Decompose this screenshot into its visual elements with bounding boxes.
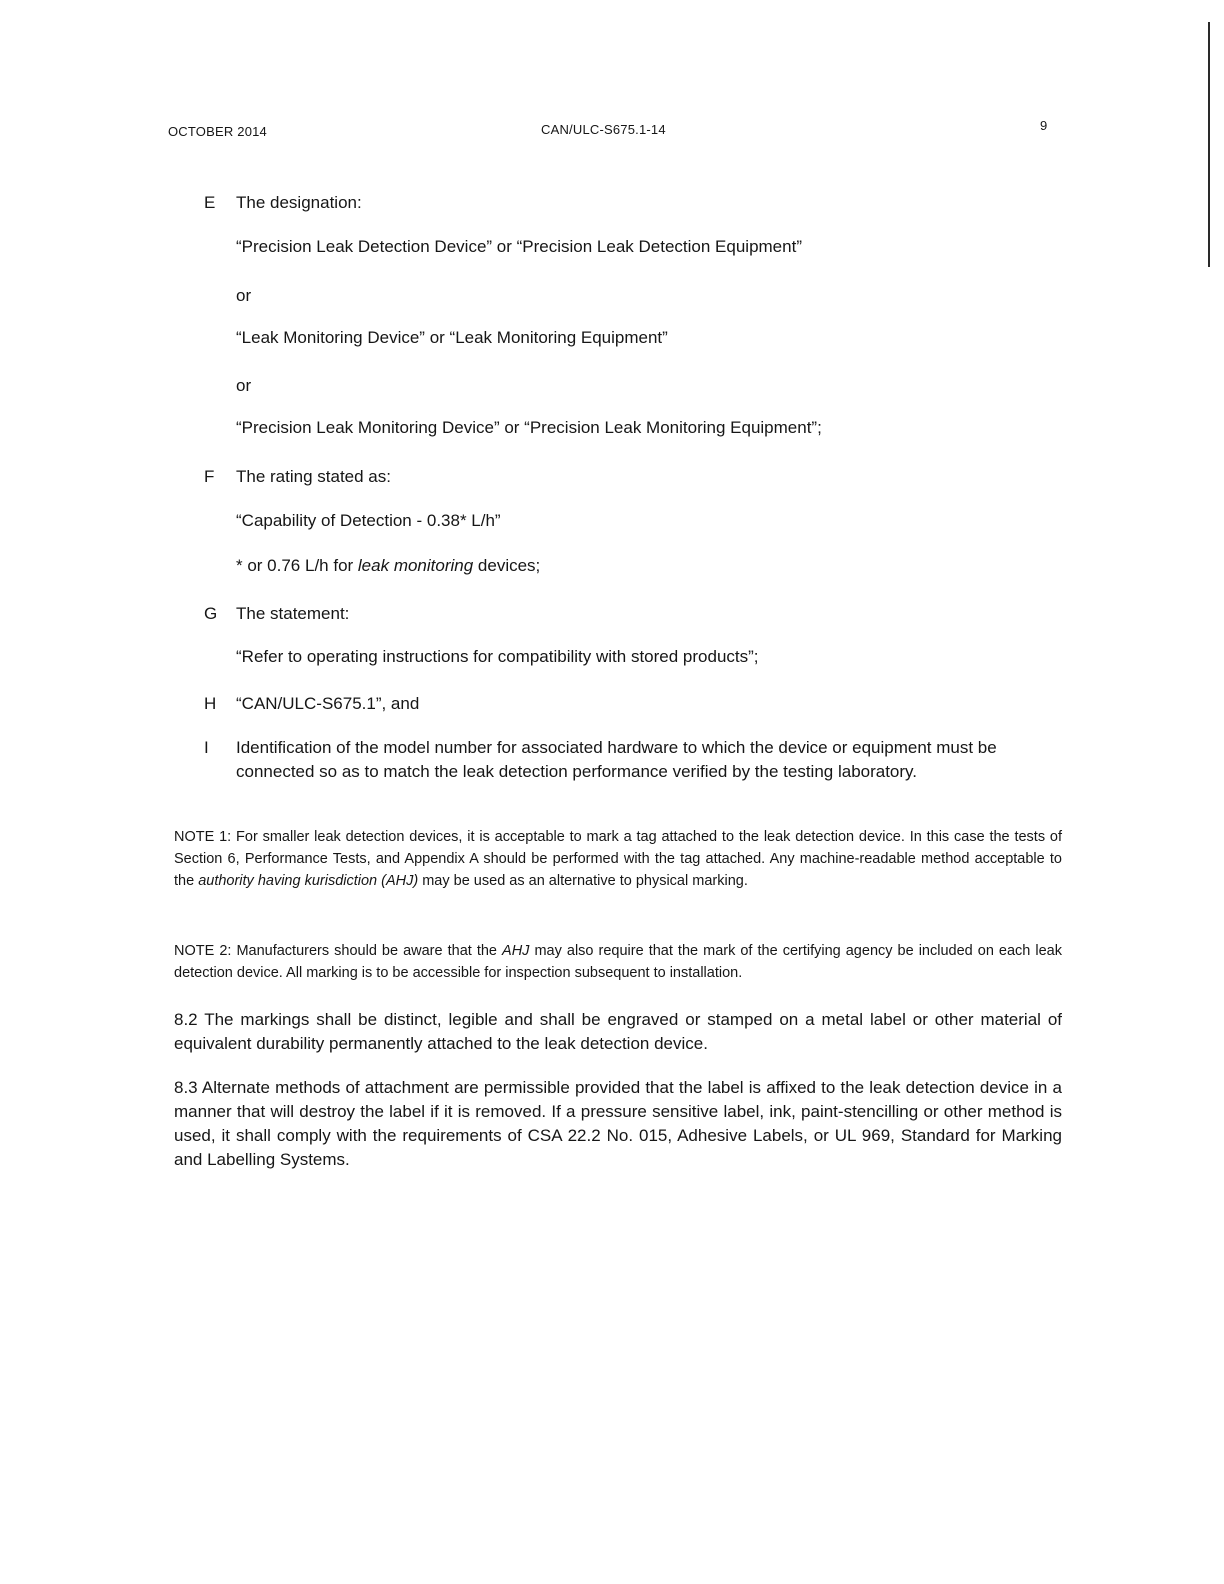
note-1-text: NOTE 1: For smaller leak detection devices, it is acceptable to mark a tag attached to the leak detection device. In this case the tests of Section 6, Performance Tests, and Appendix A should be performed with the tag attached. Any machine-readable method acceptable to the [174,829,1062,889]
item-letter: I [204,738,209,757]
note-1-italic: authority having kurisdiction (AHJ) [198,873,419,889]
item-letter: F [204,467,215,486]
paragraph-8-2: 8.2 The markings shall be distinct, legible and shall be engraved or stamped on a metal label or other material of equivalent durability permanently attached to the leak detection device. [174,1010,1062,1053]
scan-edge-line [1208,22,1210,267]
designation-or-1: or [236,286,252,305]
item-label: The rating stated as: [236,467,391,486]
item-letter: H [204,694,217,713]
note-2-italic: AHJ [502,943,530,959]
designation-line-3: “Precision Leak Monitoring Device” or “Precision Leak Monitoring Equipment”; [236,418,822,437]
item-text: “CAN/ULC-S675.1”, and [236,694,420,713]
page-header [0,118,1224,142]
statement-line: “Refer to operating instructions for compatibility with stored products”; [236,647,759,666]
item-label: The statement: [236,604,350,623]
rating-footnote [236,554,1056,578]
rating-line: “Capability of Detection - 0.38* L/h” [236,511,501,530]
page-number: 9 [1040,118,1048,133]
note-2-text: NOTE 2: Manufacturers should be aware that the [174,943,503,959]
note-2 [174,940,1062,984]
footnote-prefix: * or 0.76 L/h for [236,556,358,575]
header-standard: CAN/ULC-S675.1-14 [541,122,666,137]
note-1 [174,826,1062,892]
designation-line-1: “Precision Leak Detection Device” or “Precision Leak Detection Equipment” [236,237,802,256]
item-letter: G [204,604,218,623]
designation-or-2: or [236,376,252,395]
note-1-text-end: may be used as an alternative to physical marking. [418,873,748,889]
item-text: Identification of the model number for associated hardware to which the device or equipment must be connected so as to match the leak detection performance verified by the testing laboratory. [236,738,997,781]
footnote-suffix: devices; [473,556,541,575]
paragraph-8-3: 8.3 Alternate methods of attachment are permissible provided that the label is affixed to the leak detection device in a manner that will destroy the label if it is removed. If a pressure sensitive label, ink, paint-stencilling or other method is used, it shall comply with the requirements of CSA 22.2 No. 015, Adhesive Labels, or UL 969, Standard for Marking and Labelling Systems. [174,1078,1062,1169]
item-letter: E [204,193,216,212]
designation-line-2: “Leak Monitoring Device” or “Leak Monitoring Equipment” [236,328,668,347]
note-2-text-end: may also require that the mark of the certifying agency be included on each leak detection device. All marking is to be accessible for inspection subsequent to installation. [174,943,1062,981]
item-label: The designation: [236,193,362,212]
header-date: OCTOBER 2014 [168,124,267,139]
footnote-italic: leak monitoring [357,556,474,575]
